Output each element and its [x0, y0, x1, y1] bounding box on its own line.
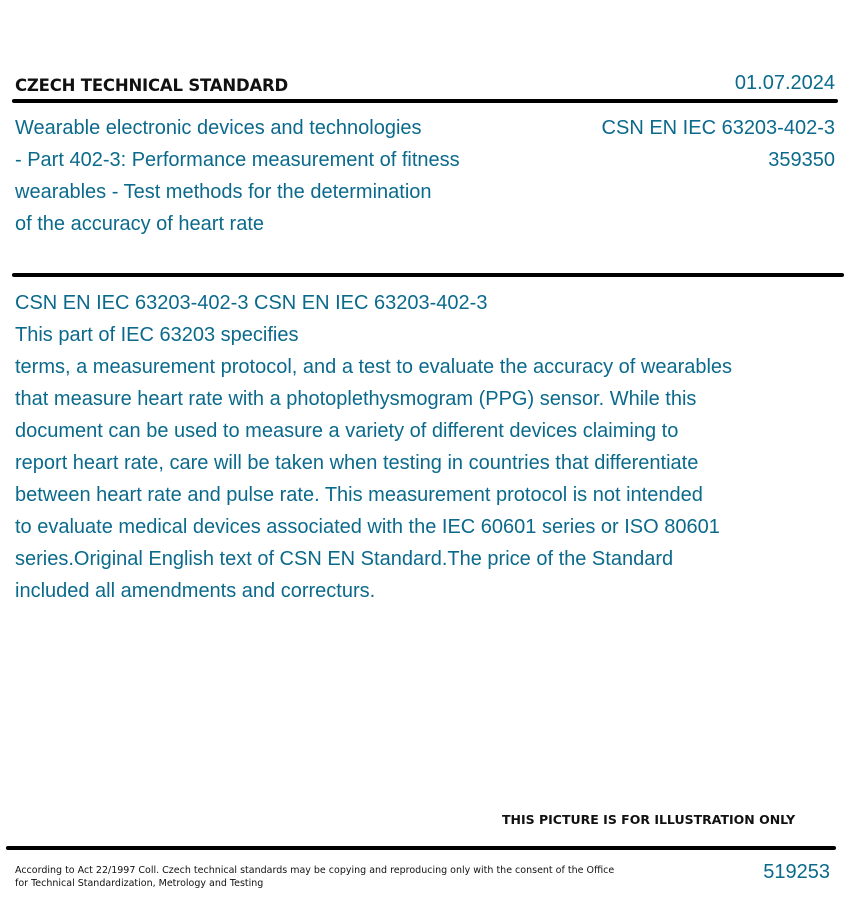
title-line: - Part 402-3: Performance measurement of fitness [15, 149, 460, 171]
abstract-line: between heart rate and pulse rate. This measurement protocol is not intended [15, 484, 703, 506]
title-line: wearables - Test methods for the determination [15, 181, 432, 203]
catalog-number: 519253 [763, 861, 830, 883]
title-divider [12, 273, 844, 277]
abstract-text [15, 287, 860, 607]
title-line: of the accuracy of heart rate [15, 213, 265, 235]
legal-line: for Technical Standardization, Metrology and Testing [15, 878, 264, 889]
standard-identifier [602, 112, 835, 176]
standard-title [15, 112, 575, 240]
abstract-line: included all amendments and correcturs. [15, 580, 376, 602]
abstract-line: that measure heart rate with a photoplethysmogram (PPG) sensor. While this [15, 388, 697, 410]
abstract-line: to evaluate medical devices associated with the IEC 60601 series or ISO 80601 [15, 516, 720, 538]
abstract-prefix: CSN EN IEC 63203-402-3 CSN EN IEC 63203-402-3 [15, 292, 488, 314]
abstract-line: terms, a measurement protocol, and a test to evaluate the accuracy of wearables [15, 356, 733, 378]
abstract-line: report heart rate, care will be taken when testing in countries that differentiate [15, 452, 699, 474]
standard-code: CSN EN IEC 63203-402-3 [601, 117, 835, 139]
legal-notice [15, 864, 615, 890]
document-type-label: CZECH TECHNICAL STANDARD [15, 76, 289, 95]
abstract-line: This part of IEC 63203 specifies [15, 324, 299, 346]
title-line: Wearable electronic devices and technologies [15, 117, 422, 139]
class-number: 359350 [768, 149, 835, 171]
abstract-line: document can be used to measure a variety of different devices claiming to [15, 420, 679, 442]
legal-line: According to Act 22/1997 Coll. Czech technical standards may be copying and reproducing only with the consent of the Office [15, 865, 615, 876]
abstract-first-line [15, 287, 860, 351]
publication-date: 01.07.2024 [734, 72, 835, 94]
illustration-note: THIS PICTURE IS FOR ILLUSTRATION ONLY [502, 812, 796, 827]
abstract-line: series.Original English text of CSN EN Standard.The price of the Standard [15, 548, 674, 570]
footer-divider [6, 846, 836, 850]
header-divider [12, 99, 838, 103]
